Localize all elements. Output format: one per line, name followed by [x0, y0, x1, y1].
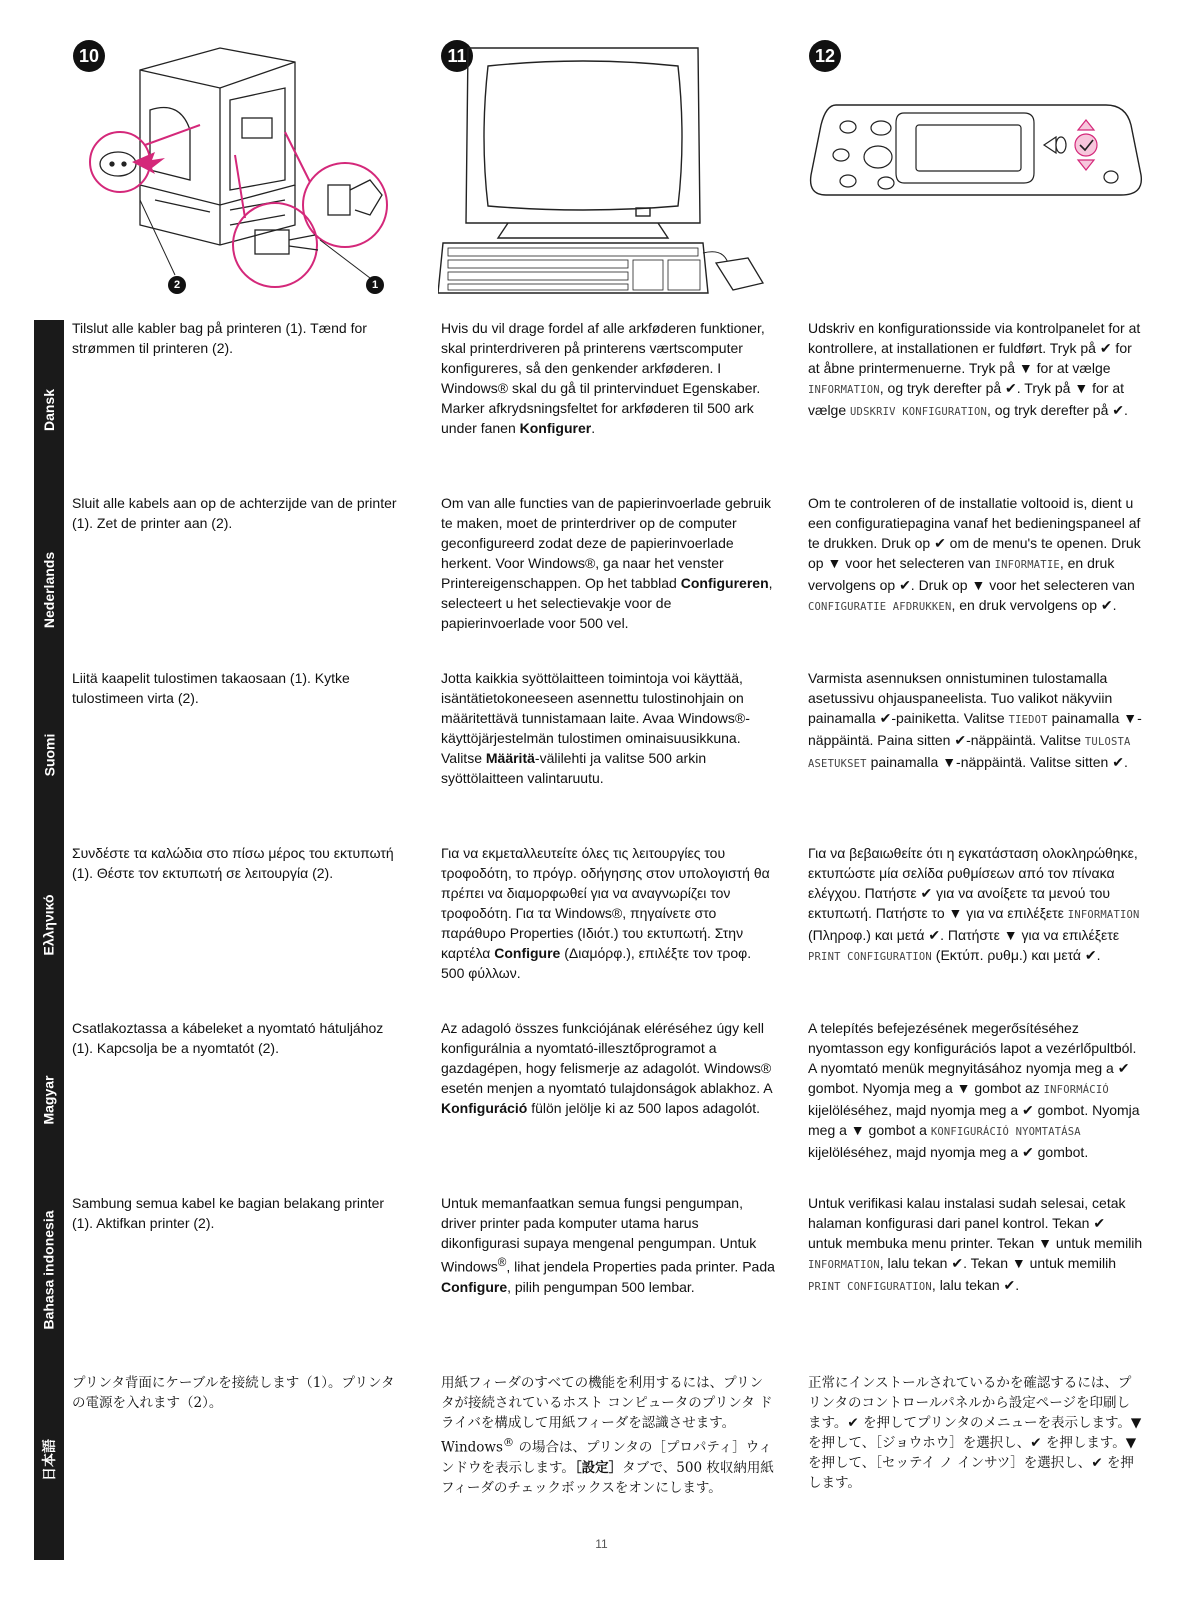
checkmark-icon: ✔	[1099, 340, 1112, 356]
checkmark-icon: ✔	[1117, 1060, 1130, 1076]
checkmark-icon: ✔	[899, 577, 911, 593]
language-label-bahasa-indonesia: Bahasa indonesia	[41, 1210, 58, 1330]
language-label-dansk: Dansk	[41, 388, 57, 432]
checkmark-icon: ✔	[879, 710, 892, 726]
checkmark-icon: ✔	[951, 1255, 964, 1271]
step-badge-10: 10	[73, 40, 105, 72]
computer-monitor-illustration	[438, 38, 778, 298]
magyar-step12-text: A telepítés befejezésének megerősítéséhez nyomtasson egy konfigurációs lapot a vezérlőpultból. A nyomtató menük megnyitásához nyomja meg a ✔ gombot. Nyomja meg a ▼ gombot az INFORMÁCIÓ kijelöléséhez, majd nyomja meg a ✔ gombot. Nyomja meg a ▼ gombot a KONFIGURÁCIÓ NYOMTATÁSA kijelöléséhez, majd nyomja meg a ✔ gombot.	[808, 1020, 1140, 1160]
language-label-magyar: Magyar	[41, 1075, 57, 1125]
suomi-step11-text: Jotta kaikkia syöttölaitteen toimintoja voi käyttää, isäntätietokoneeseen asennettu tulostinohjain on määritettävä tunnistamaan laite. Avaa Windows®-käyttöjärjestelmän tulostimen ominaisuusikkuna. Valitse Määritä-välilehti ja valitse 500 arkin syöttölaitteen valintaruutu.	[441, 670, 750, 786]
checkmark-icon: ✔	[1005, 380, 1017, 396]
bahasa-step10-text: Sambung semua kabel ke bagian belakang printer (1). Aktifkan printer (2).	[72, 1195, 385, 1231]
checkmark-icon: ✔	[928, 927, 941, 943]
checkmark-icon: ✔	[1100, 597, 1113, 613]
nederlands-step11-text: Om van alle functies van de papierinvoerlade gebruik te maken, moet de printerdriver op de computer geconfigureerd zodat deze de papierinvoerlade herkent. Voor Windows®, ga naar het venster Printereigenschappen. Op het tabblad Configureren, selecteert u het selectievakje voor de papierinvoerlade voor 500 vel.	[441, 495, 773, 631]
checkmark-icon: ✔	[1022, 1144, 1034, 1160]
checkmark-icon: ✔	[847, 1415, 859, 1431]
control-panel-illustration	[806, 95, 1146, 205]
checkmark-icon: ✔	[1022, 1102, 1034, 1118]
checkmark-icon: ✔	[920, 885, 933, 901]
japanese-step10-text: プリンタ背面にケーブルを接続します（1）。プリンタの電源を入れます（2）。	[72, 1375, 395, 1411]
checkmark-icon: ✔	[934, 535, 946, 551]
japanese-step11-text: 用紙フィーダのすべての機能を利用するには、プリンタが接続されているホスト コンピュータのプリンタ ドライバを構成して用紙フィーダを認識させます。Windows® の場合は、プリンタの［プロパティ］ウィンドウを表示します。［設定］タブで、500 枚収納用紙フィーダのチェックボックスをオンにします。	[441, 1375, 774, 1496]
printer-rear-cables-illustration	[70, 40, 410, 300]
callout-1: 1	[366, 276, 384, 294]
checkmark-icon: ✔	[1084, 947, 1097, 963]
checkmark-icon: ✔	[1091, 1455, 1103, 1471]
suomi-step10-text: Liitä kaapelit tulostimen takaosaan (1). Kytke tulostimeen virta (2).	[72, 670, 350, 706]
dansk-step12-text: Udskriv en konfigurationsside via kontrolpanelet for at kontrollere, at installationen er fuldført. Tryk på ✔ for at åbne printermenuerne. Tryk på ▼ for at vælge INFORMATION, og tryk derefter på ✔. Tryk på ▼ for at vælge UDSKRIV KONFIGURATION, og tryk derefter på ✔.	[808, 320, 1141, 418]
language-label-japanese: 日本語	[41, 1439, 57, 1481]
page-number: 11	[595, 1537, 608, 1551]
dansk-step10-text: Tilslut alle kabler bag på printeren (1). Tænd for strømmen til printeren (2).	[72, 320, 367, 356]
checkmark-icon: ✔	[1112, 402, 1125, 418]
checkmark-icon: ✔	[1003, 1277, 1016, 1293]
checkmark-icon: ✔	[1093, 1215, 1106, 1231]
step-badge-12: 12	[809, 40, 841, 72]
dansk-step11-text: Hvis du vil drage fordel af alle arkføderen funktioner, skal printerdriveren på printerens værtscomputer konfigureres, så den genkender arkføderen. I Windows® skal du gå til printervinduet Egenskaber. Marker afkrydsningsfeltet for arkføderen til 500 ark under fanen Konfigurer.	[441, 320, 765, 436]
checkmark-icon: ✔	[954, 732, 967, 748]
checkmark-icon: ✔	[1112, 754, 1124, 770]
bahasa-step12-text: Untuk verifikasi kalau instalasi sudah selesai, cetak halaman konfigurasi dari panel kontrol. Tekan ✔ untuk membuka menu printer. Tekan ▼ untuk memilih INFORMATION, lalu tekan ✔. Tekan ▼ untuk memilih PRINT CONFIGURATION, lalu tekan ✔.	[808, 1195, 1143, 1293]
magyar-step10-text: Csatlakoztassa a kábeleket a nyomtató hátuljához (1). Kapcsolja be a nyomtatót (2).	[72, 1020, 384, 1056]
suomi-step12-text: Varmista asennuksen onnistuminen tulostamalla asetussivu ohjauspaneelista. Tuo valikot näkyviin painamalla ✔-painiketta. Valitse TIEDOT painamalla ▼-näppäintä. Paina sitten ✔-näppäintä. Valitse TULOSTA ASETUKSET painamalla ▼-näppäintä. Valitse sitten ✔.	[808, 670, 1142, 770]
bahasa-step11-text: Untuk memanfaatkan semua fungsi pengumpan, driver printer pada komputer utama harus dikonfigurasi supaya mengenal pengumpan. Untuk Windows®, lihat jendela Properties pada printer. Pada Configure, pilih pengumpan 500 lembar.	[441, 1195, 775, 1295]
language-label-suomi: Suomi	[41, 733, 57, 777]
magyar-step11-text: Az adagoló összes funkciójának eléréséhez úgy kell konfigurálnia a nyomtató-illesztőprogramot a gazdagépen, hogy felismerje az adagolót. Windows® esetén menjen a nyomtató tulajdonságok ablakhoz. A Konfiguráció fülön jelölje ki az 500 lapos adagolót.	[441, 1020, 772, 1116]
checkmark-icon: ✔	[1030, 1435, 1042, 1451]
greek-step10-text: Συνδέστε τα καλώδια στο πίσω μέρος του εκτυπωτή (1). Θέστε τον εκτυπωτή σε λειτουργία (2).	[72, 845, 394, 881]
callout-2: 2	[168, 276, 186, 294]
language-label-ellinika: Ελληνικό	[41, 894, 57, 956]
nederlands-step10-text: Sluit alle kabels aan op de achterzijde van de printer (1). Zet de printer aan (2).	[72, 495, 397, 531]
japanese-step12-text: 正常にインストールされているかを確認するには、プリンタのコントロールパネルから設定ページを印刷します。✔ を押してプリンタのメニューを表示します。▼ を押して、［ジョウホウ］を選択し、✔ を押します。▼ を押して、［セッテイ ノ インサツ］を選択し、✔ を押します。	[808, 1375, 1142, 1491]
greek-step12-text: Για να βεβαιωθείτε ότι η εγκατάσταση ολοκληρώθηκε, εκτυπώστε μία σελίδα ρυθμίσεων από τον πίνακα ελέγχου. Πατήστε ✔ για να ανοίξετε τα μενού του εκτυπωτή. Πατήστε το ▼ για να επιλέξετε INFORMATION (Πληροφ.) και μετά ✔. Πατήστε ▼ για να επιλέξετε PRINT CONFIGURATION (Εκτύπ. ρυθμ.) και μετά ✔.	[808, 845, 1140, 963]
language-label-nederlands: Nederlands	[41, 551, 57, 629]
step-badge-11: 11	[441, 40, 473, 72]
nederlands-step12-text: Om te controleren of de installatie voltooid is, dient u een configuratiepagina vanaf het bedieningspaneel af te drukken. Druk op ✔ om de menu's te openen. Druk op ▼ voor het selecteren van INFORMATIE, en druk vervolgens op ✔. Druk op ▼ voor het selecteren van CONFIGURATIE AFDRUKKEN, en druk vervolgens op ✔.	[808, 495, 1141, 613]
greek-step11-text: Για να εκμεταλλευτείτε όλες τις λειτουργίες του τροφοδότη, το πρόγρ. οδήγησης στον υπολογιστή θα πρέπει να διαμορφωθεί για να αναγνωρίζει τον τροφοδότη. Για τα Windows®, πηγαίνετε στο παράθυρο Properties (Ιδιότ.) του εκτυπωτή. Στην καρτέλα Configure (Διαμόρφ.), επιλέξτε τον τροφ. 500 φύλλων.	[441, 845, 770, 981]
